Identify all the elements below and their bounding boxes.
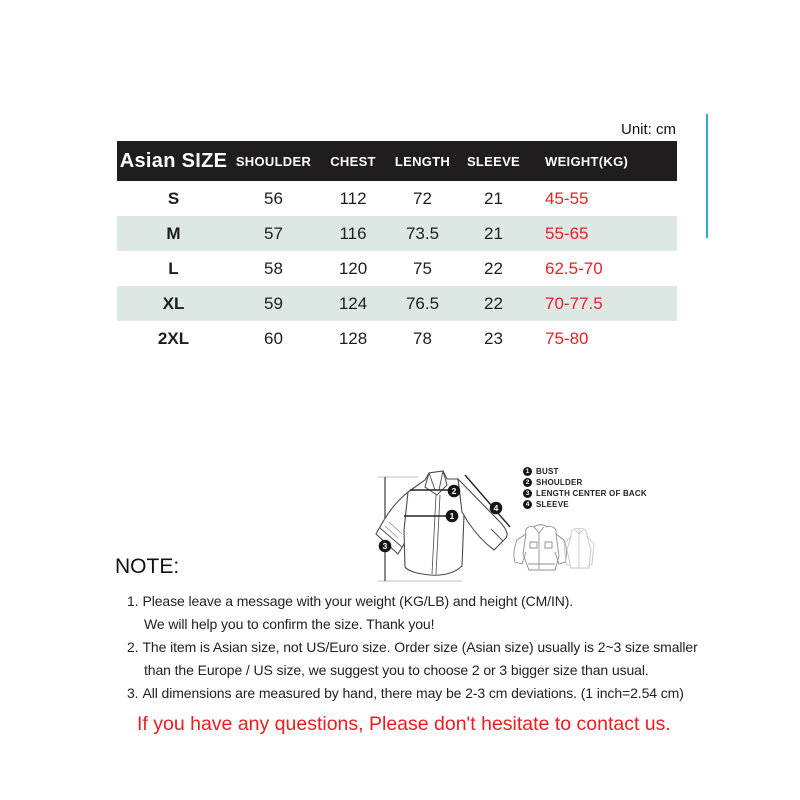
number-badge-icon: 3 <box>523 489 532 498</box>
note-text: Please leave a message with your weight (KG/LB) and height (CM/IN). <box>142 593 574 609</box>
legend-label: SLEEVE <box>536 499 569 509</box>
sleeve-marker <box>490 502 503 515</box>
svg-text:4: 4 <box>493 503 499 514</box>
length-value: 75 <box>413 258 432 278</box>
bust-marker <box>446 510 459 523</box>
note-text: All dimensions are measured by hand, there may be 2-3 cm deviations. (1 inch=2.54 cm) <box>142 685 684 701</box>
number-badge-icon: 1 <box>523 467 532 476</box>
chest-value: 124 <box>317 286 389 321</box>
svg-text:1: 1 <box>449 511 455 522</box>
shoulder-value: 58 <box>264 258 283 278</box>
note-section <box>115 555 755 736</box>
size-value: L <box>168 258 179 278</box>
shoulder-value: 59 <box>230 286 317 321</box>
weight-value: 62.5-70 <box>545 258 603 278</box>
col-header-length: LENGTH <box>389 141 456 181</box>
legend-item-bust <box>523 466 647 476</box>
weight-value: 55-65 <box>531 216 677 251</box>
svg-text:2: 2 <box>451 486 457 497</box>
legend-label: SHOULDER <box>536 477 583 487</box>
contact-message: If you have any questions, Please don't hesitate to contact us. <box>137 713 671 735</box>
col-header-sleeve: SLEEVE <box>456 141 531 181</box>
note-text: than the Europe / US size, we suggest you to choose 2 or 3 bigger size than usual. <box>144 662 649 678</box>
table-row-m <box>117 216 677 251</box>
sleeve-value: 23 <box>484 328 503 348</box>
length-marker <box>379 540 392 553</box>
shoulder-value: 57 <box>230 216 317 251</box>
note-heading: NOTE: <box>115 555 180 578</box>
svg-text:3: 3 <box>382 541 388 552</box>
vertical-blue-line <box>706 114 708 238</box>
sleeve-value: 21 <box>456 216 531 251</box>
table-row-l <box>117 251 677 286</box>
number-badge-icon: 4 <box>523 500 532 509</box>
col-header-shoulder: SHOULDER <box>230 141 317 181</box>
legend-item-length <box>523 488 647 498</box>
size-value: 2XL <box>157 328 190 348</box>
chest-value: 116 <box>317 216 389 251</box>
weight-value: 70-77.5 <box>531 286 677 321</box>
note-item-number: 2. <box>127 639 139 655</box>
legend-item-sleeve <box>523 499 647 509</box>
table-row-2xl <box>117 321 677 356</box>
sleeve-value: 22 <box>484 258 503 278</box>
length-value: 76.5 <box>389 286 456 321</box>
unit-label: Unit: cm <box>620 121 676 138</box>
length-value: 73.5 <box>389 216 456 251</box>
sleeve-value: 22 <box>456 286 531 321</box>
size-table <box>117 141 677 356</box>
note-item-1-line-2 <box>127 613 755 636</box>
note-text: We will help you to confirm the size. Thank you! <box>144 616 435 632</box>
note-list <box>127 590 755 705</box>
col-header-size: Asian SIZE <box>117 141 230 181</box>
size-value: S <box>167 188 180 208</box>
chest-value: 128 <box>338 328 368 348</box>
chest-value: 112 <box>339 188 367 208</box>
weight-value: 45-55 <box>545 188 589 208</box>
shoulder-value: 60 <box>264 328 283 348</box>
note-item-3-line-1 <box>127 682 755 705</box>
number-badge-icon: 2 <box>523 478 532 487</box>
weight-value: 75-80 <box>545 328 589 348</box>
table-row-s <box>117 181 677 216</box>
sleeve-value: 21 <box>484 188 503 208</box>
note-item-2-line-2 <box>127 659 755 682</box>
col-header-chest: CHEST <box>317 141 389 181</box>
legend-item-shoulder <box>523 477 647 487</box>
note-item-1-line-1 <box>127 590 755 613</box>
length-value: 78 <box>413 328 432 348</box>
shoulder-value: 56 <box>264 188 283 208</box>
size-table-header-row <box>117 141 677 181</box>
length-value: 72 <box>413 188 432 208</box>
diagram-legend <box>523 466 647 510</box>
note-text: The item is Asian size, not US/Euro size. Order size (Asian size) usually is 2~3 size smaller <box>142 639 698 655</box>
size-value: M <box>117 216 230 251</box>
size-value: XL <box>117 286 230 321</box>
note-item-2-line-1 <box>127 636 755 659</box>
col-header-weight: WEIGHT(KG) <box>531 141 677 181</box>
note-item-number: 1. <box>127 593 139 609</box>
chest-value: 120 <box>338 258 368 278</box>
table-row-xl <box>117 286 677 321</box>
shoulder-marker <box>448 485 461 498</box>
legend-label: BUST <box>536 466 559 476</box>
note-item-number: 3. <box>127 685 139 701</box>
legend-label: LENGTH CENTER OF BACK <box>536 488 647 498</box>
